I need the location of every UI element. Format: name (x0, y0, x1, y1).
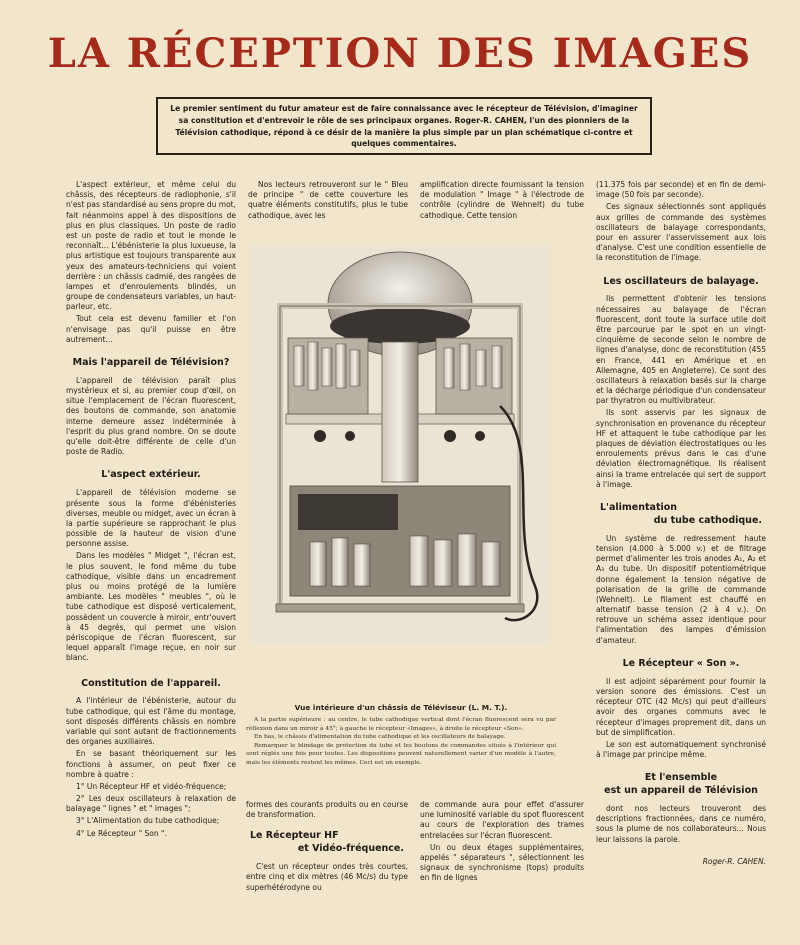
paragraph: Le son est automatiquement synchronisé à l'image par principe même. (596, 739, 766, 760)
paragraph: En se basant théoriquement sur les fonctions à assumer, on peut fixer ce nombre à quatre : (66, 749, 236, 779)
column-3-top (420, 180, 584, 223)
paragraph: A l'intérieur de l'ébénisterie, autour du tube cathodique, qui est l'âme du montage, sont disposés différents châssis en nombre variable qui sont autant de fractionnements des organes auxiliaires. (66, 696, 236, 747)
paragraph: de commande aura pour effet d'assurer une luminosité variable du spot fluorescent au cours de l'exploration des trames entrelacées sur l'écran fluorescent. (420, 800, 584, 840)
paragraph: C'est un récepteur ondes très courtes, entre cinq et dix mètres (46 Mc/s) du type superhétérodyne ou (246, 862, 408, 892)
caption-paragraph: A la partie supérieure : au centre, le tube cathodique vertical dont l'écran fluorescent sera vu par réflexion dans un miroir à 45°; à gauche le récepteur «Images», à droite le récepteur «Son». (246, 717, 556, 732)
caption-paragraph: Remarquer le blindage de protection du tube et les boutons de commandes situés à l'intérieur qui sont réglés une fois pour toutes. Les dispositions peuvent naturellement varier d'un modèle à l'autre, mais les éléments restent les mêmes. Ceci est un exemple. (246, 742, 556, 766)
paragraph: amplification directe fournissant la tension de modulation " Image " à l'électrode de contrôle (cylindre de Wehnelt) du tube cathodique. Cette tension (420, 180, 584, 220)
paragraph: L'aspect extérieur, et même celui du châssis, des récepteurs de radiophonie, s'il n'est pas standardisé au sens propre du mot, fait néanmoins appel à des dispositions de plus en plus classiques. Un poste de radio est un poste de radio et tout le monde le reconnaît... L'ébénisterie la plus luxueuse, la plus artistique est toujours transparente aux yeux des amateurs-techniciens qui voient derrière : un châssis cadmié, des rangées de lampes et d'enroulements blindés, un groupe de condensateurs variables, un haut-parleur, etc. (66, 180, 236, 312)
paragraph: Un système de redressement haute tension (4.000 à 5.000 v.) et de filtrage permet d'alimenter les trois anodes A₁, A₂ et A₃ du tube. Un dispositif potentiométrique donne également la tension négative de polarisation de la grille de commande (Wehnelt). Le filament est chauffé en alternatif basse tension (2 à 4 v.). On retrouve un schéma assez identique pour l'alimentation des lampes d'émission d'amateur. (596, 533, 766, 645)
column-1 (66, 180, 236, 841)
list-item: 3° L'Alimentation du tube cathodique; (76, 816, 220, 826)
chassis-illustration (250, 246, 550, 644)
paragraph: L'appareil de télévision moderne se présente sous la forme d'ébénisteries diverses, meuble ou midget, avec un écran à la partie supérieure se rapprochant le plus possible de la hauteur de vision d'une personne assise. (66, 488, 236, 549)
caption-paragraph: En bas, le châssis d'alimentation du tube cathodique et les oscillateurs de balayage. (254, 734, 506, 741)
paragraph: Tout cela est devenu familier et l'on n'envisage pas qu'il puisse en être autrement... (66, 314, 236, 344)
transformer (298, 494, 398, 530)
paragraph: Il est adjoint séparément pour fournir la version sonore des émissions. C'est un récepteur OTC (42 Mc/s) qui peut d'ailleurs avoir des organes communs avec le récepteur d'images proprement dit, dans un but de simplification. (596, 676, 766, 737)
author-signature: Roger-R. CAHEN. (702, 856, 766, 866)
column-3-bottom (420, 800, 584, 886)
photo-caption-title: Vue intérieure d'un châssis de Téléviseur (L. M. T.). (294, 703, 508, 712)
column-4 (596, 180, 766, 869)
column-2-bottom (246, 800, 408, 895)
paragraph: L'appareil de télévision paraît plus mystérieux et si, au premier coup d'œil, on situe l'emplacement de l'écran fluorescent, des boutons de commande, son anatomie interne demeure assez indéterminée à l'esprit du plus grand nombre. On se doute qu'elle doit-être différente de celle d'un poste de Radio. (66, 375, 236, 457)
section-heading: L'alimentation du tube cathodique. (600, 501, 762, 526)
section-heading: Le Récepteur HF et Vidéo-fréquence. (250, 830, 404, 855)
paragraph: Un ou deux étages supplémentaires, appelés " séparateurs ", sélectionnent les signaux de synchronisme (tops) produits en fin de lignes (420, 842, 584, 883)
column-2-top (248, 180, 408, 223)
section-heading: Mais l'appareil de Télévision? (72, 357, 230, 368)
chassis-photo (250, 246, 550, 644)
section-heading: Constitution de l'appareil. (81, 677, 221, 689)
paragraph: Ces signaux sélectionnés sont appliqués aux grilles de commande des systèmes oscillateurs de balayage correspondants, pour en assurer l'asservissement aux lois d'analyse. C'est une condition essentielle de la reconstitution de l'image. (596, 202, 766, 263)
paragraph: Ils permettent d'obtenir les tensions nécessaires au balayage de l'écran fluorescent, dont toute la surface utile doit être parcourue par le spot en un vingt-cinquième de seconde selon le nombre de lignes d'analyse, donc de reconstitution (455 en France, 441 en Amérique et en Allemagne, 405 en Angleterre). Ce sont des oscillateurs à relaxation basés sur la charge et la décharge périodique d'un condensateur par thyratron ou multivibrateur. (596, 294, 766, 406)
section-heading: L'aspect extérieur. (101, 469, 201, 481)
crt-neck (382, 342, 418, 482)
section-heading: Le Récepteur « Son ». (622, 657, 740, 669)
paragraph: (11.375 fois par seconde) et en fin de demi-image (50 fois par seconde). (596, 180, 766, 200)
list-item: 4° Le Récepteur " Son ". (76, 828, 167, 838)
paragraph: Nos lecteurs retrouveront sur le " Bleu de principe " de cette couverture les quatre éléments constitutifs, plus le tube cathodique, avec les (248, 180, 408, 220)
list-item: 2° Les deux oscillateurs à relaxation de balayage " lignes " et " images "; (66, 794, 236, 814)
section-heading: Et l'ensemble est un appareil de Télévision (604, 772, 758, 797)
paragraph: Dans les modèles " Midget ", l'écran est, le plus souvent, le fond même du tube cathodique, visible dans un encadrement plus ou moins protégé de la lumière ambiante. Les modèles " meubles ", où le tube cathodique est disposé verticalement, possèdent un couvercle à miroir, entr'ouvert à 45 degrés, qui permet une vision périscopique de l'écran fluorescent, sur lequel apparaît l'image reçue, en noir sur blanc. (66, 551, 236, 663)
photo-caption (246, 716, 556, 767)
paragraph: Ils sont asservis par les signaux de synchronisation en provenance du récepteur HF et attaquent le tube cathodique par les plaques de déviation électrostatiques ou les enroulements prévus dans le cas d'une déviation électromagnétique. Ils réalisent ainsi la trame entrelacée qui sert de support à l'image. (596, 408, 766, 489)
intro-box: Le premier sentiment du futur amateur est de faire connaissance avec le récepteur de Télévision, d'imaginer sa constitution et d'entrevoir le rôle de ses principaux organes. Roger-R. CAHEN, l'un des pionniers de la Télévision cathodique, répond à ce désir de la manière la plus simple par un plan schématique ci-contre et quelques commentaires. (156, 97, 652, 155)
paragraph: formes des courants produits ou en course de transformation. (246, 800, 408, 820)
page-title: LA RÉCEPTION DES IMAGES (47, 30, 753, 77)
section-heading: Les oscillateurs de balayage. (603, 275, 759, 287)
list-item: 1° Un Récepteur HF et vidéo-fréquence; (76, 781, 227, 791)
paragraph: dont nos lecteurs trouveront des descriptions fractionnées, dans ce numéro, sous la plume de nos collaborateurs... Nous leur laissons la parole. (596, 804, 766, 844)
